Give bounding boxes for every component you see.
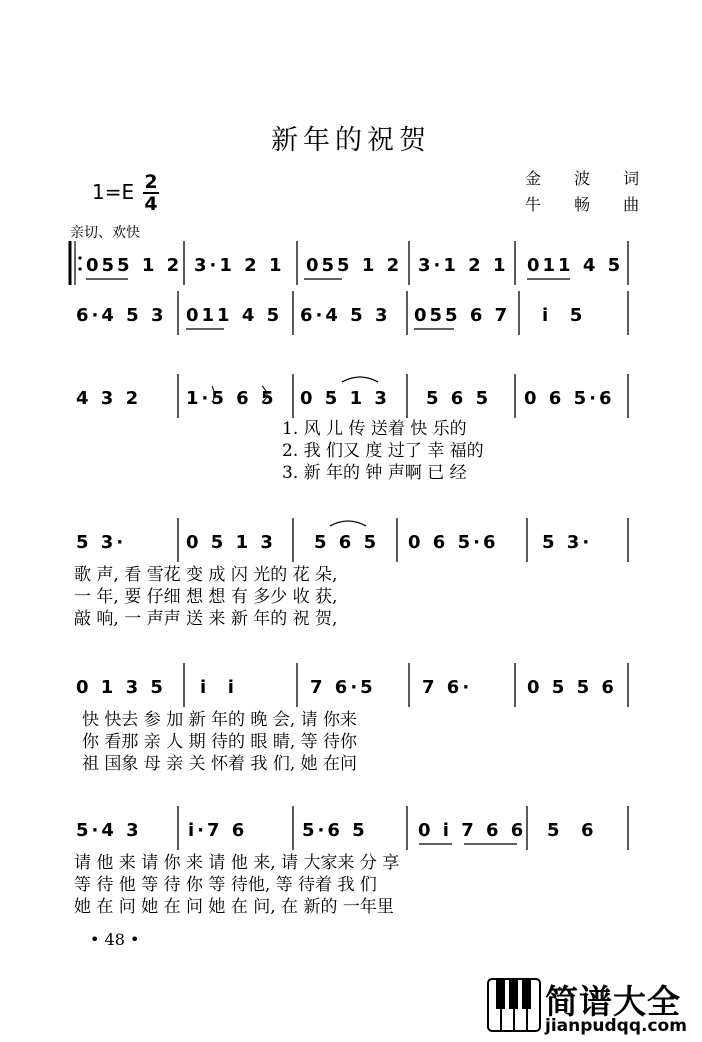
measure: 6·4 5 3 <box>300 305 391 326</box>
measure: 6·4 5 3 <box>76 305 167 326</box>
measure: 0 6 5·6 <box>408 532 499 553</box>
lyric-verse-1: 请 他 来 请 你 来 请 他 来, 请 大家来 分 享 <box>74 853 400 873</box>
measure: 5 6 <box>547 820 597 841</box>
lyric-verse-1: 1. 风 儿 传 送着 快 乐的 <box>282 419 467 439</box>
time-signature <box>143 172 159 214</box>
measure: 0 5 5 6 <box>527 677 617 698</box>
measure: 1·5 6 5 <box>186 388 277 409</box>
lyric-verse-2: 你 看那 亲 人 期 待的 眼 睛, 等 待你 <box>82 732 358 752</box>
song-title: 新年的祝贺 <box>271 125 431 156</box>
tempo-marking: 亲切、欢快 <box>70 225 140 241</box>
lyricist-credit: 金 波 词 <box>525 169 654 188</box>
system-3 <box>72 388 632 498</box>
measure: 0 5 1 3 <box>186 532 276 553</box>
measure: 5 6 5 <box>314 532 380 553</box>
composer-credit: 牛 畅 曲 <box>525 195 654 214</box>
measure: 0 1 3 5 <box>76 677 166 698</box>
measure: 7 6· <box>422 677 473 698</box>
measure: 5·6 5 <box>302 820 368 841</box>
measure: 3·1 2 1 <box>194 255 285 276</box>
lyric-verse-1: 快 快去 参 加 新 年的 晚 会, 请 你来 <box>82 710 358 730</box>
page-number: • 48 • <box>90 930 140 949</box>
measure: 055 1 2 <box>86 255 183 276</box>
measure: 011 4 5 <box>527 255 624 276</box>
measure: i i <box>200 677 237 698</box>
measure: 5 3· <box>76 532 127 553</box>
measure: 5·4 3 <box>76 820 142 841</box>
watermark-text: 简谱大全 <box>545 982 681 1021</box>
time-signature-top: 2 <box>144 171 158 193</box>
lyric-verse-3: 祖 国象 母 亲 关 怀着 我 们, 她 在问 <box>82 754 358 774</box>
measure: 0 6 5·6 <box>524 388 615 409</box>
key-signature: 1=E <box>92 180 135 204</box>
measure: i·7 6 <box>188 820 248 841</box>
system-2 <box>72 305 632 345</box>
measure: 5 6 5 <box>426 388 492 409</box>
lyric-verse-2: 等 待 他 等 待 你 等 待他, 等 待着 我 们 <box>74 875 377 895</box>
measure: 5 3· <box>542 532 593 553</box>
measure: 055 1 2 <box>306 255 403 276</box>
system-4 <box>72 532 632 632</box>
lyric-verse-3: 敲 响, 一 声声 送 来 新 年的 祝 贺, <box>74 609 338 629</box>
lyric-verse-2: 2. 我 们又 度 过了 幸 福的 <box>282 441 484 461</box>
lyric-verse-1: 歌 声, 看 雪花 变 成 闪 光的 花 朵, <box>74 565 338 585</box>
measure: 3·1 2 1 <box>418 255 509 276</box>
system-1 <box>72 255 632 295</box>
watermark-url: jianpudqq.com <box>545 1016 687 1036</box>
watermark-logo <box>487 976 697 1036</box>
lyric-verse-2: 一 年, 要 仔细 想 想 有 多少 收 获, <box>74 587 338 607</box>
system-5 <box>72 677 632 777</box>
system-6 <box>72 820 632 920</box>
measure: 011 4 5 <box>186 305 283 326</box>
measure: 7 6·5 <box>310 677 376 698</box>
piano-keys-icon <box>487 978 541 1032</box>
measure: 0 5 1 3 <box>300 388 390 409</box>
lyric-verse-3: 3. 新 年的 钟 声啊 已 经 <box>282 463 467 483</box>
time-signature-bottom: 4 <box>144 193 158 215</box>
measure: 055 6 7 <box>414 305 511 326</box>
measure: 4 3 2 <box>76 388 142 409</box>
measure: 0 i 7 6 6 <box>418 820 527 841</box>
lyric-verse-3: 她 在 问 她 在 问 她 在 问, 在 新的 一年里 <box>74 897 394 917</box>
measure: i 5 <box>542 305 586 326</box>
